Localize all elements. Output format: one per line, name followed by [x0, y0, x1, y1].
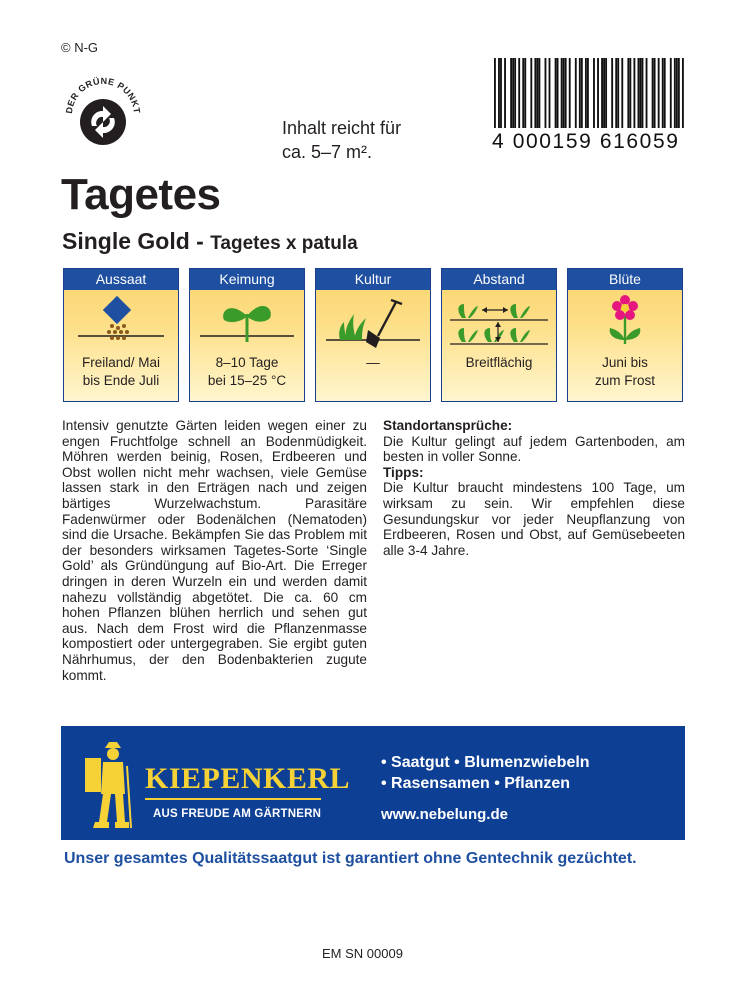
- barcode-bar: [627, 58, 629, 128]
- info-box-line2: bis Ende Juli: [82, 373, 160, 388]
- page-title: Tagetes: [61, 170, 221, 219]
- barcode-bar: [585, 58, 587, 128]
- barcode-bar: [603, 58, 605, 128]
- seed-sowing-icon: [64, 290, 178, 352]
- product-list-line2: • Rasensamen • Pflanzen: [381, 775, 571, 792]
- standort-heading: Standortansprüche:: [383, 418, 513, 433]
- barcode-bar: [581, 58, 583, 128]
- info-box-line1: 8–10 Tage: [215, 355, 279, 370]
- brand-banner: [61, 726, 685, 840]
- barcode-bar: [640, 58, 642, 128]
- description-text: [62, 418, 367, 683]
- info-box-abstand: [441, 268, 557, 402]
- barcode-bar: [534, 58, 536, 128]
- info-box-line1: Freiland/ Mai: [81, 355, 161, 370]
- barcode-bar: [536, 58, 538, 128]
- barcode-bar: [646, 58, 648, 128]
- brand-underline: [145, 798, 321, 800]
- flower-icon: [568, 290, 682, 352]
- variety-subtitle: [62, 228, 358, 255]
- barcode-bar: [682, 58, 684, 128]
- info-box-heading: Kultur: [316, 269, 430, 290]
- barcode-bar: [654, 58, 656, 128]
- seedling-icon: [190, 290, 304, 352]
- barcode-bar: [642, 58, 644, 128]
- barcode-bar: [494, 58, 496, 128]
- info-box-heading: Abstand: [442, 269, 556, 290]
- barcode-bar: [518, 58, 520, 128]
- info-box-aussaat: [63, 268, 179, 402]
- barcode-bar: [615, 58, 617, 128]
- barcode-bar: [575, 58, 577, 128]
- variety-name: Single Gold -: [62, 228, 204, 254]
- info-box-bluete: [567, 268, 683, 402]
- info-box-keimung: [189, 268, 305, 402]
- barcode-bar: [538, 58, 540, 128]
- barcode-bar: [565, 58, 567, 128]
- barcode-bar: [674, 58, 676, 128]
- info-box-line1: —: [366, 355, 380, 370]
- article-code: EM SN 00009: [322, 946, 403, 961]
- barcode-bar: [611, 58, 613, 128]
- requirements-column: [383, 418, 685, 558]
- barcode-bar: [545, 58, 547, 128]
- info-box-heading: Blüte: [568, 269, 682, 290]
- barcode-bar: [549, 58, 551, 128]
- barcode-bar: [658, 58, 660, 128]
- barcode-bar: [498, 58, 500, 128]
- barcode-digits: 4 000159 616059: [492, 130, 680, 153]
- barcode-bar: [593, 58, 595, 128]
- kiepenkerl-figure-icon: [81, 738, 133, 834]
- content-coverage-line1: Inhalt reicht für: [282, 118, 402, 138]
- barcode-bar: [605, 58, 607, 128]
- website-link[interactable]: www.nebelung.de: [381, 806, 508, 823]
- barcode-bar: [561, 58, 563, 128]
- barcode-bar: [514, 58, 516, 128]
- spade-icon: [316, 290, 430, 352]
- info-box-line1: Breitflächig: [465, 355, 533, 370]
- barcode-bar: [597, 58, 599, 128]
- info-box-line1: Juni bis: [602, 355, 648, 370]
- gmo-free-statement: Unser gesamtes Qualitätssaatgut ist garantiert ohne Gentechnik gezüchtet.: [64, 850, 637, 867]
- gruener-punkt-label: DER GRÜNE PUNKT: [64, 75, 142, 115]
- content-coverage: [282, 116, 401, 164]
- info-box-heading: Keimung: [190, 269, 304, 290]
- gruener-punkt-icon: [64, 74, 142, 156]
- barcode-bar: [555, 58, 557, 128]
- product-list-line1: • Saatgut • Blumenzwiebeln: [381, 754, 590, 771]
- brand-tagline: AUS FREUDE AM GÄRTNERN: [153, 808, 322, 820]
- barcode-bar: [563, 58, 565, 128]
- barcode-bar: [664, 58, 666, 128]
- barcode-bar: [500, 58, 502, 128]
- tipps-heading: Tipps:: [383, 464, 424, 480]
- barcode: [494, 58, 684, 128]
- barcode-bar: [524, 58, 526, 128]
- standort-text: Die Kultur gelingt auf jedem Gartenboden, am besten in voller Sonne.: [383, 433, 685, 465]
- barcode-bar: [510, 58, 512, 128]
- latin-name: Tagetes x patula: [210, 233, 358, 254]
- barcode-bar: [530, 58, 532, 128]
- barcode-bar: [512, 58, 514, 128]
- barcode-bar: [504, 58, 506, 128]
- info-box-line2: bei 15–25 °C: [207, 373, 287, 388]
- barcode-bar: [678, 58, 680, 128]
- barcode-bar: [587, 58, 589, 128]
- barcode-bar: [621, 58, 623, 128]
- spacing-icon: [442, 290, 556, 352]
- copyright-notice: © N-G: [61, 40, 99, 55]
- barcode-bar: [601, 58, 603, 128]
- content-coverage-line2: ca. 5–7 m².: [282, 142, 373, 162]
- barcode-bar: [652, 58, 654, 128]
- info-box-kultur: [315, 268, 431, 402]
- barcode-bar: [579, 58, 581, 128]
- barcode-bar: [569, 58, 571, 128]
- cultivation-info-row: [63, 268, 683, 402]
- barcode-bar: [557, 58, 559, 128]
- barcode-bar: [617, 58, 619, 128]
- brand-name: KIEPENKERL: [145, 762, 351, 795]
- info-box-line2: zum Frost: [594, 373, 655, 388]
- barcode-bar: [638, 58, 640, 128]
- barcode-bar: [522, 58, 524, 128]
- tipps-text: Die Kultur braucht mindestens 100 Tage, um wirksam zu sein. Wir empfehlen diese Gesundungskur vor jeder Neupflanzung von Erdbeeren, Rosen und Obst, auf Gemüsebeeten alle 3-4 Jahre.: [383, 480, 685, 558]
- barcode-bar: [662, 58, 664, 128]
- barcode-bar: [676, 58, 678, 128]
- product-list: [381, 752, 590, 794]
- info-box-heading: Aussaat: [64, 269, 178, 290]
- barcode-bar: [670, 58, 672, 128]
- barcode-bar: [633, 58, 635, 128]
- description-paragraph: Intensiv genutzte Gärten leiden wegen einer zu engen Fruchtfolge schnell an Bodenmüdigkeit. Möhren werden beinig, Rosen, Erdbeeren und Obst wollen nicht mehr wachsen, viele Gemüse lassen stark in den Erträgen nach und zeigen bärtiges Wurzelwachstum. Parasitäre Fadenwürmer oder Bodenälchen (Nematoden) sind die Ursache. Bekämpfen Sie das Problem mit der besonders wirksamen Tagetes-Sorte ‘Single Gold’ als Gründüngung auf Bio-Art. Die Erreger dringen in deren Wurzeln ein und werden damit nahezu vollständig abgetötet. Die ca. 60 cm hohen Pflanzen blühen herrlich und sehen gut aus. Nach dem Frost wird die Pflanzenmasse kompostiert oder untergegraben. Sie ergibt guten Nährhumus, der den Bodenbakterien zugute kommt.: [62, 418, 367, 683]
- barcode-bar: [629, 58, 631, 128]
